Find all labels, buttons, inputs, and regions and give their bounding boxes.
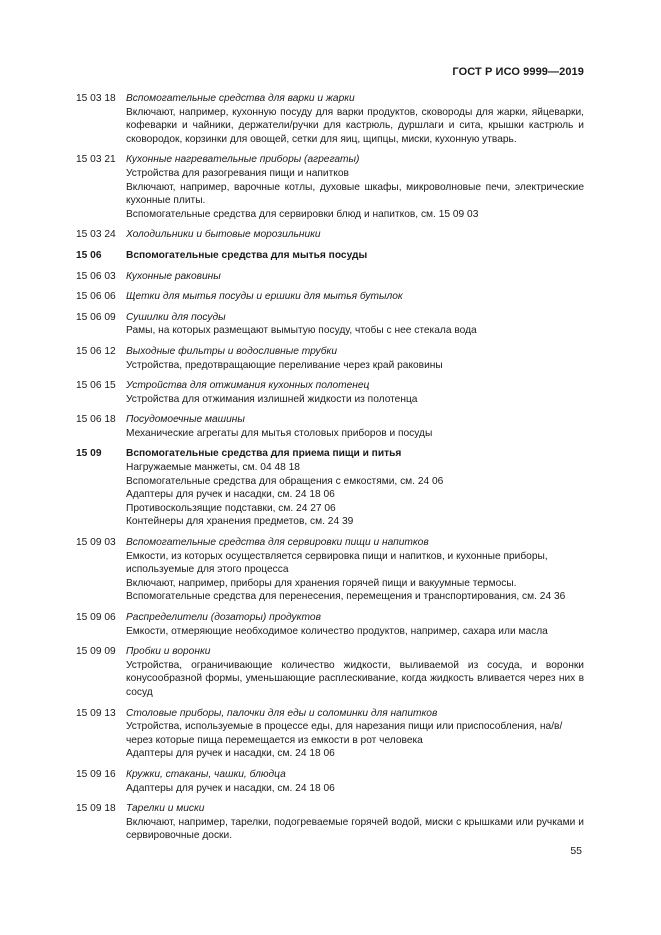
entry-title: Посудомоечные машины <box>126 414 245 426</box>
entry-code: 15 09 18 <box>76 803 116 815</box>
section-code: 15 06 <box>76 249 102 261</box>
section-15-09 <box>76 447 584 529</box>
entry-line: Емкости, из которых осуществляется сервировка пищи и напитков, и кухонные приборы, используемые для этого процесса <box>126 550 548 576</box>
entry-15-03-24 <box>76 228 584 242</box>
entry-code: 15 06 15 <box>76 380 116 392</box>
entry-title: Устройства для отжимания кухонных полотенец <box>126 380 370 392</box>
entry-15-09-13 <box>76 707 584 761</box>
entry-line: Включают, например, тарелки, подогреваемые горячей водой, миски с крышками или ручками и сервировочные доски. <box>126 816 584 842</box>
entry-code: 15 06 18 <box>76 414 116 426</box>
entry-line: Вспомогательные средства для перенесения, перемещения и транспортирования, см. 24 36 <box>126 591 566 603</box>
entry-15-06-15 <box>76 379 584 406</box>
entry-15-06-03 <box>76 270 584 284</box>
entry-title: Распределители (дозаторы) продуктов <box>126 612 321 623</box>
entry-title: Вспомогательные средства для сервировки пищи и напитков <box>126 537 429 549</box>
entry-code: 15 06 06 <box>76 291 116 303</box>
entry-line: Адаптеры для ручек и насадки, см. 24 18 06 <box>126 782 335 794</box>
entry-line: Адаптеры для ручек и насадки, см. 24 18 06 <box>126 748 335 760</box>
entry-title: Кружки, стаканы, чашки, блюдца <box>126 768 286 780</box>
entry-line: Адаптеры для ручек и насадки, см. 24 18 06 <box>126 489 335 501</box>
entry-line: Механические агрегаты для мытья столовых приборов и посуды <box>126 427 433 439</box>
entry-line: Устройства, используемые в процессе еды, для нарезания пищи или приспособления, на/в/через которые пища перемещается из емкости в рот человека <box>126 721 563 746</box>
entry-15-09-16 <box>76 768 584 795</box>
section-15-06 <box>76 249 584 263</box>
entry-code: 15 03 24 <box>76 229 116 241</box>
entry-line: Включают, например, приборы для хранения горячей пищи и вакуумные термосы. <box>126 577 517 589</box>
entry-15-06-12 <box>76 345 584 372</box>
entry-title: Пробки и воронки <box>126 646 211 658</box>
entry-code: 15 06 09 <box>76 311 116 323</box>
entry-code: 15 03 18 <box>76 93 116 104</box>
document-header: ГОСТ Р ИСО 9999—2019 <box>452 66 584 78</box>
entry-line: Устройства, предотвращающие переливание через край раковины <box>126 359 443 371</box>
entry-line: Включают, например, варочные котлы, духовые шкафы, микроволновые печи, электрические кухонные плиты. <box>126 181 584 207</box>
entry-15-03-18 <box>76 92 584 146</box>
entry-line: Противоскользящие подставки, см. 24 27 06 <box>126 502 336 514</box>
section-code: 15 09 <box>76 448 102 460</box>
entry-code: 15 06 12 <box>76 345 116 357</box>
entry-code: 15 09 13 <box>76 707 116 719</box>
entry-code: 15 09 16 <box>76 768 116 780</box>
entry-15-09-18 <box>76 802 584 843</box>
entry-code: 15 09 06 <box>76 612 116 623</box>
entry-title: Кухонные раковины <box>126 270 221 282</box>
entry-15-06-18 <box>76 413 584 440</box>
entry-15-06-09 <box>76 311 584 338</box>
entry-title: Холодильники и бытовые морозильники <box>126 229 321 241</box>
entry-15-06-06 <box>76 290 584 304</box>
entry-line: Емкости, отмеряющие необходимое количество продуктов, например, сахара или масла <box>126 625 548 637</box>
entry-title: Кухонные нагревательные приборы (агрегаты) <box>126 154 360 166</box>
page-number: 55 <box>570 845 582 857</box>
entry-15-09-09 <box>76 645 584 699</box>
entry-code: 15 06 03 <box>76 270 116 282</box>
entry-code: 15 09 03 <box>76 537 116 549</box>
entry-code: 15 09 09 <box>76 646 116 658</box>
entry-title: Выходные фильтры и водосливные трубки <box>126 345 338 357</box>
entry-line: Устройства для разогревания пищи и напитков <box>126 167 349 179</box>
entry-title: Вспомогательные средства для варки и жарки <box>126 93 355 104</box>
entry-title: Щетки для мытья посуды и ершики для мытья бутылок <box>126 291 403 303</box>
entry-title: Тарелки и миски <box>126 803 205 815</box>
entry-code: 15 03 21 <box>76 154 116 166</box>
entry-title: Столовые приборы, палочки для еды и соломинки для напитков <box>126 707 438 719</box>
entry-15-09-03 <box>76 536 584 604</box>
entry-line: Рамы, на которых размещают вымытую посуду, чтобы с нее стекала вода <box>126 325 477 337</box>
entry-line: Устройства для отжимания излишней жидкости из полотенца <box>126 393 418 405</box>
entry-line: Контейнеры для хранения предметов, см. 24 39 <box>126 516 354 528</box>
section-title: Вспомогательные средства для приема пищи и питья <box>126 448 402 460</box>
entry-15-03-21 <box>76 153 584 221</box>
section-title: Вспомогательные средства для мытья посуды <box>126 249 368 261</box>
entry-line: Вспомогательные средства для сервировки блюд и напитков, см. 15 09 03 <box>126 208 479 220</box>
entry-15-09-06 <box>76 611 584 638</box>
entry-line: Нагружаемые манжеты, см. 04 48 18 <box>126 462 300 474</box>
entry-line: Устройства, ограничивающие количество жидкости, выливаемой из сосуда, и воронки конусообразной формы, уменьшающие расплескивание, когда жидкость вливается через них в сосуд <box>126 659 584 698</box>
classification-list <box>76 92 584 850</box>
entry-line: Вспомогательные средства для обращения с емкостями, см. 24 06 <box>126 475 444 487</box>
entry-title: Сушилки для посуды <box>126 311 226 323</box>
entry-line: Включают, например, кухонную посуду для варки продуктов, сковороды для жарки, яйцеварки, кофеварки и чайники, держатели/ручки для кастрюль, дуршлаги и сита, крышки кастрюль и сковородок, корзинки для овощей, сетки для яиц, щипцы, миски, кухонную утварь. <box>126 106 584 145</box>
